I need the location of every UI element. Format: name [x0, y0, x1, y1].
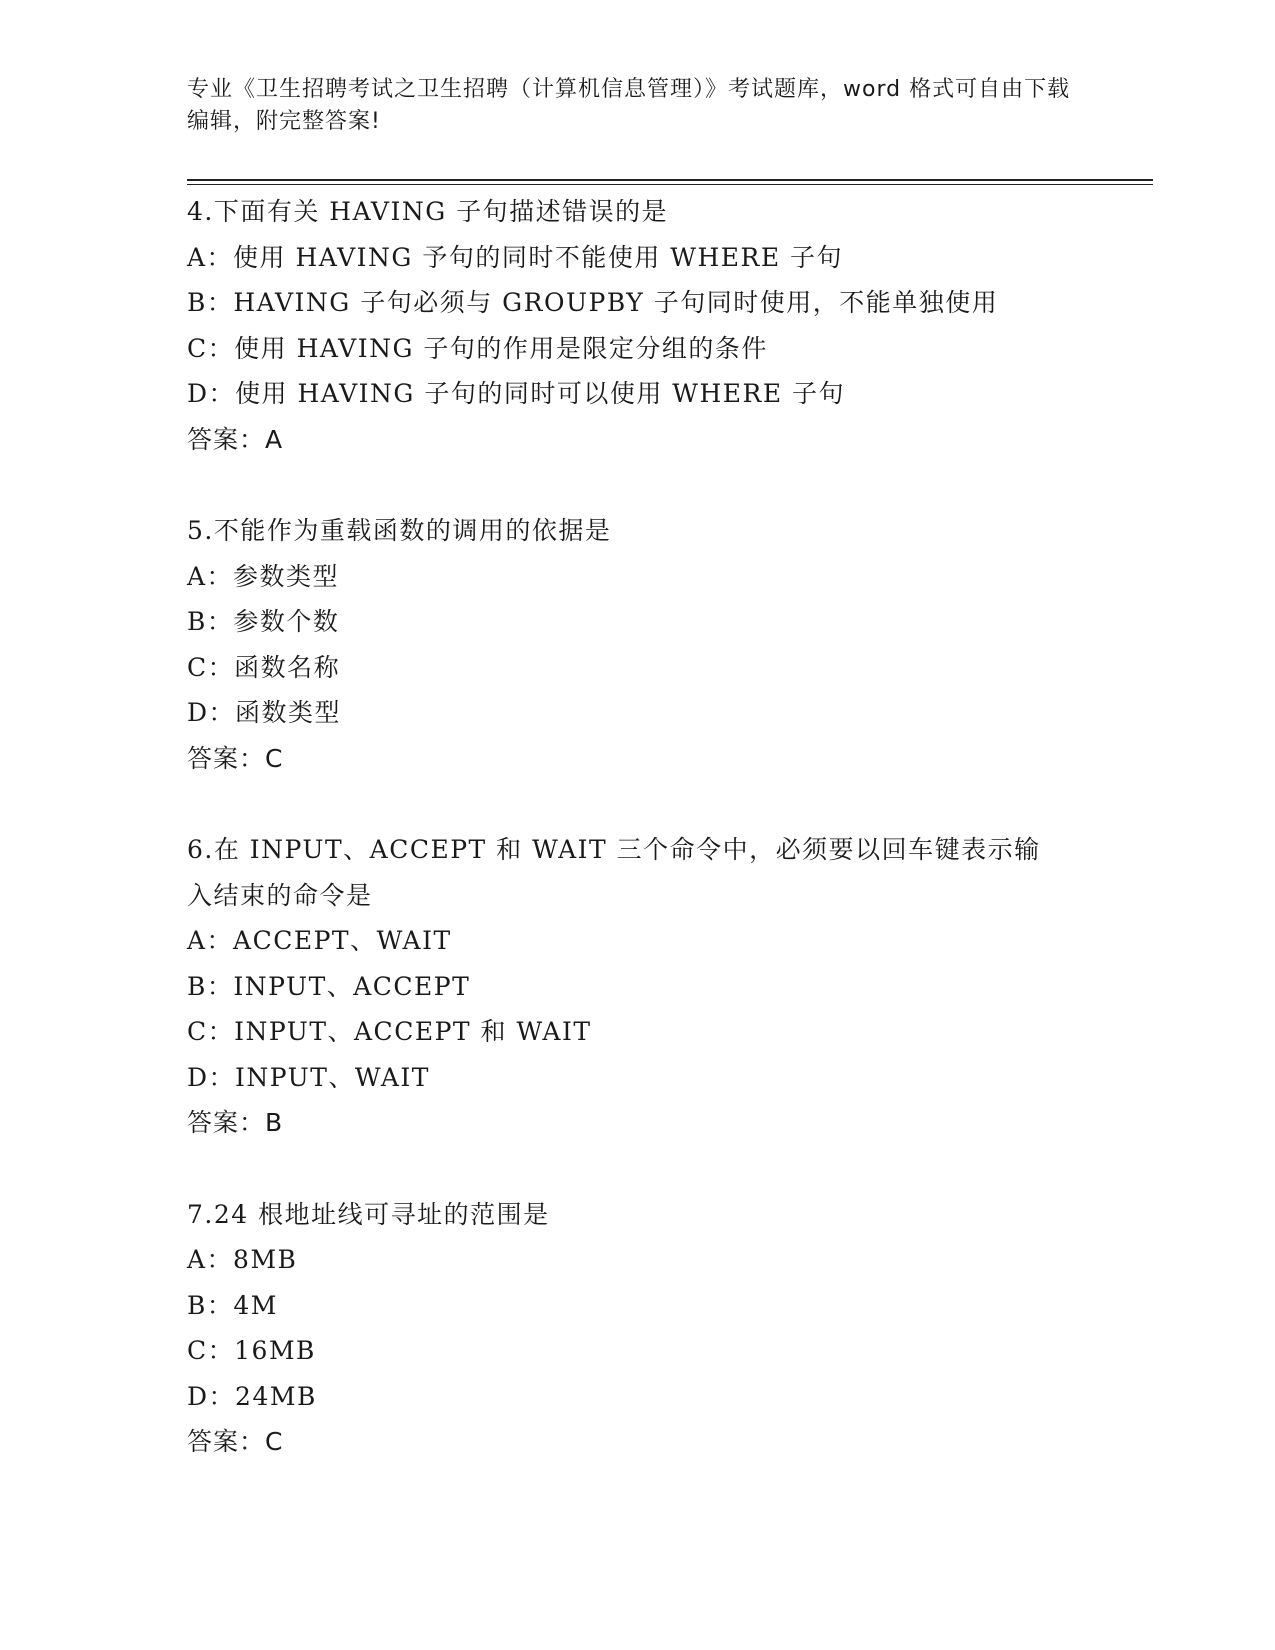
option-d: D：函数类型: [187, 698, 342, 727]
question-7: [187, 1192, 1087, 1465]
question-5: [187, 508, 1087, 781]
option-b: B：INPUT、ACCEPT: [187, 971, 471, 1001]
option-c: C：16MB: [187, 1336, 316, 1365]
option-a: A：参数类型: [187, 561, 340, 591]
option-b: B：参数个数: [187, 607, 340, 636]
question-4: [187, 189, 1087, 462]
option-d: D：24MB: [187, 1381, 317, 1411]
option-b: B：4M: [187, 1290, 278, 1320]
option-d: D：使用 HAVING 子句的同时可以使用 WHERE 子句: [187, 379, 846, 408]
option-c: C：INPUT、ACCEPT 和 WAIT: [187, 1017, 592, 1046]
question-6: [187, 827, 1087, 1146]
question-stem: 6.在 INPUT、ACCEPT 和 WAIT 三个命令中，必须要以回车键表示输入结束的命令是: [187, 835, 1041, 910]
option-b: B：HAVING 子句必须与 GROUPBY 子句同时使用，不能单独使用: [187, 288, 999, 317]
header-divider-thin: [187, 184, 1153, 185]
option-a: A：8MB: [187, 1245, 298, 1274]
option-d: D：INPUT、WAIT: [187, 1062, 430, 1092]
question-stem: 7.24 根地址线可寻址的范围是: [187, 1199, 550, 1229]
question-list: [187, 189, 1087, 1511]
document-header: 专业《卫生招聘考试之卫生招聘（计算机信息管理）》考试题库，word 格式可自由下载编辑，附完整答案!: [187, 77, 1071, 134]
answer: 答案：C: [187, 743, 284, 773]
option-a: A：使用 HAVING 予句的同时不能使用 WHERE 子句: [187, 242, 844, 272]
header-divider-thick: [187, 179, 1153, 181]
question-stem: 4.下面有关 HAVING 子句描述错误的是: [187, 197, 669, 226]
answer: 答案：B: [187, 1108, 284, 1137]
option-c: C：函数名称: [187, 652, 341, 682]
option-a: A：ACCEPT、WAIT: [187, 926, 452, 955]
answer: 答案：C: [187, 1427, 284, 1456]
question-stem: 5.不能作为重载函数的调用的依据是: [187, 516, 612, 545]
option-c: C：使用 HAVING 子句的作用是限定分组的条件: [187, 333, 768, 363]
answer: 答案：A: [187, 424, 284, 454]
